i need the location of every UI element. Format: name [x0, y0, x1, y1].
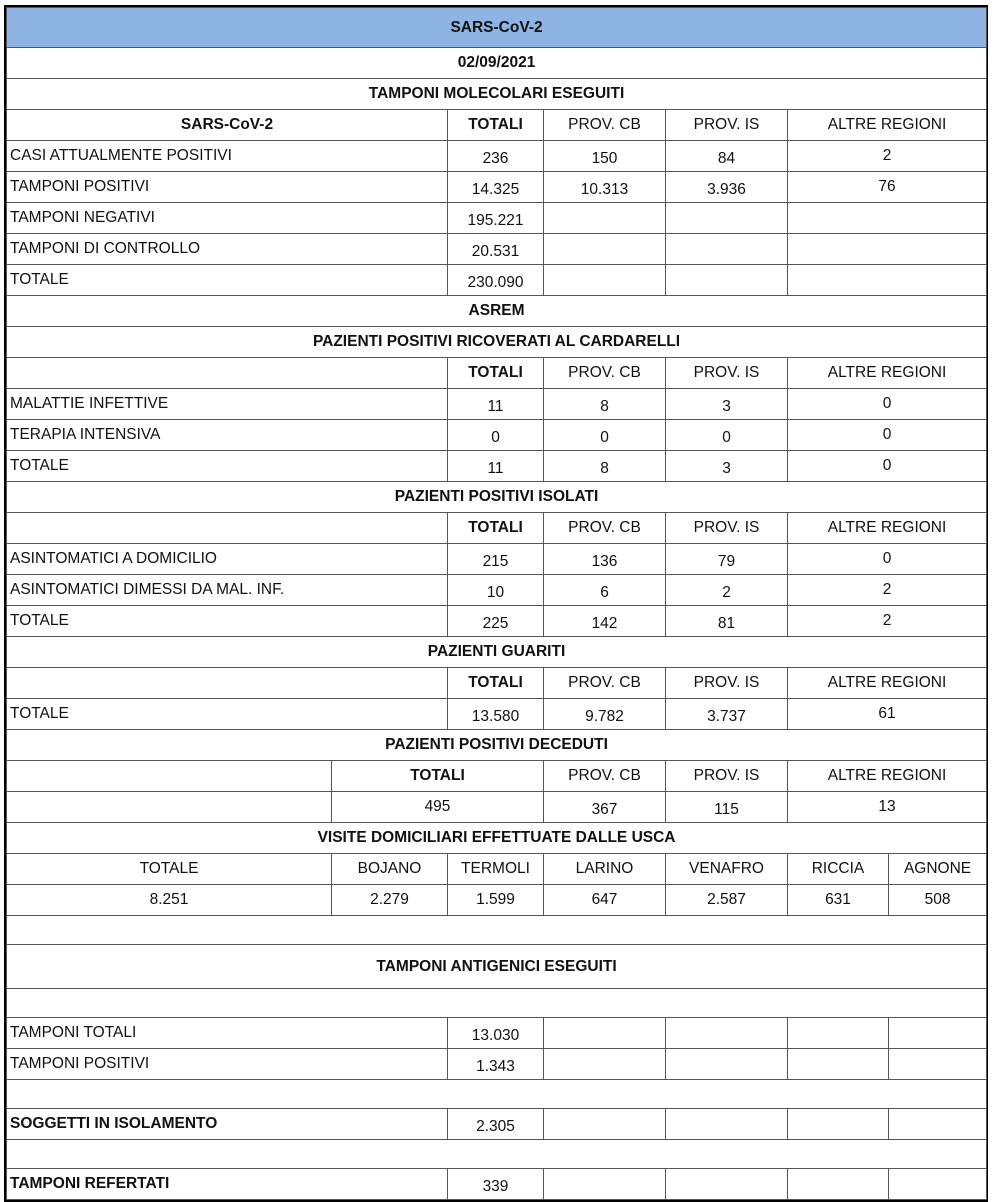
col-totali: TOTALI — [448, 358, 544, 389]
row-label-refertati: TAMPONI REFERTATI — [7, 1169, 448, 1200]
empty-cell — [666, 1018, 788, 1049]
cell-prov-cb: 8 — [544, 451, 666, 482]
usca-val-larino: 647 — [544, 885, 666, 916]
empty-cell — [889, 1049, 987, 1080]
covid-report-sheet — [4, 5, 988, 1202]
usca-col-larino: LARINO — [544, 854, 666, 885]
usca-val-agnone: 508 — [889, 885, 987, 916]
cell-prov-is: 115 — [666, 792, 788, 823]
col-prov-is: PROV. IS — [666, 668, 788, 699]
empty-cell — [666, 234, 788, 265]
column-header-row — [7, 110, 987, 141]
spacer-row — [7, 1080, 987, 1109]
table-row — [7, 606, 987, 637]
empty-cell — [544, 265, 666, 296]
empty-cell — [7, 792, 332, 823]
table-row — [7, 792, 987, 823]
table-row — [7, 389, 987, 420]
usca-col-agnone: AGNONE — [889, 854, 987, 885]
empty-cell — [666, 1109, 788, 1140]
section-title-deceduti: PAZIENTI POSITIVI DECEDUTI — [7, 730, 987, 761]
cell-prov-cb: 150 — [544, 141, 666, 172]
empty-cell — [788, 265, 987, 296]
cell-altre-regioni: 61 — [788, 699, 987, 730]
spacer-cell — [7, 916, 987, 945]
section-title-molecolari: TAMPONI MOLECOLARI ESEGUITI — [7, 79, 987, 110]
section-title-isolati: PAZIENTI POSITIVI ISOLATI — [7, 482, 987, 513]
cell-prov-is: 0 — [666, 420, 788, 451]
empty-cell — [788, 1049, 889, 1080]
cell-prov-is: 2 — [666, 575, 788, 606]
section-isolati — [7, 482, 987, 513]
cell-altre-regioni: 0 — [788, 544, 987, 575]
empty-cell — [666, 265, 788, 296]
cell-totali: 13.580 — [448, 699, 544, 730]
cell-prov-cb: 10.313 — [544, 172, 666, 203]
usca-col-bojano: BOJANO — [332, 854, 448, 885]
usca-col-riccia: RICCIA — [788, 854, 889, 885]
row-label: MALATTIE INFETTIVE — [7, 389, 448, 420]
cell-prov-is: 3 — [666, 451, 788, 482]
molecolari-label-header: SARS-CoV-2 — [7, 110, 448, 141]
row-label: TOTALE — [7, 699, 448, 730]
cell-totali: 215 — [448, 544, 544, 575]
cell-totali: 230.090 — [448, 265, 544, 296]
cell-altre-regioni: 2 — [788, 141, 987, 172]
row-label: TOTALE — [7, 265, 448, 296]
cell-totali: 195.221 — [448, 203, 544, 234]
empty-cell — [7, 358, 448, 389]
table-row — [7, 172, 987, 203]
table-row — [7, 141, 987, 172]
empty-cell — [666, 1169, 788, 1200]
section-ricoverati — [7, 327, 987, 358]
table-row — [7, 544, 987, 575]
usca-val-bojano: 2.279 — [332, 885, 448, 916]
cell-altre-regioni: 76 — [788, 172, 987, 203]
cell-totali: 0 — [448, 420, 544, 451]
row-label: TOTALE — [7, 451, 448, 482]
col-prov-is: PROV. IS — [666, 513, 788, 544]
cell-prov-cb: 0 — [544, 420, 666, 451]
table-row — [7, 234, 987, 265]
row-label: ASINTOMATICI DIMESSI DA MAL. INF. — [7, 575, 448, 606]
table-row — [7, 699, 987, 730]
row-label: CASI ATTUALMENTE POSITIVI — [7, 141, 448, 172]
empty-cell — [544, 1109, 666, 1140]
col-altre-regioni: ALTRE REGIONI — [788, 513, 987, 544]
cell-totali: 20.531 — [448, 234, 544, 265]
usca-values-row — [7, 885, 987, 916]
spacer-cell — [7, 1080, 987, 1109]
row-label: TAMPONI DI CONTROLLO — [7, 234, 448, 265]
column-header-row — [7, 513, 987, 544]
row-label: TOTALE — [7, 606, 448, 637]
cell-totali: 225 — [448, 606, 544, 637]
spacer-row — [7, 1140, 987, 1169]
table-row — [7, 451, 987, 482]
empty-cell — [7, 668, 448, 699]
col-prov-cb: PROV. CB — [544, 358, 666, 389]
cell-altre-regioni: 2 — [788, 606, 987, 637]
col-altre-regioni: ALTRE REGIONI — [788, 110, 987, 141]
table-row — [7, 420, 987, 451]
row-label: TAMPONI NEGATIVI — [7, 203, 448, 234]
col-totali: TOTALI — [448, 513, 544, 544]
col-prov-is: PROV. IS — [666, 358, 788, 389]
cell-value: 339 — [448, 1169, 544, 1200]
column-header-row — [7, 761, 987, 792]
cell-prov-is: 3.936 — [666, 172, 788, 203]
section-guariti — [7, 637, 987, 668]
col-totali: TOTALI — [448, 668, 544, 699]
col-totali: TOTALI — [448, 110, 544, 141]
row-label: TERAPIA INTENSIVA — [7, 420, 448, 451]
row-label: TAMPONI POSITIVI — [7, 1049, 448, 1080]
title-row — [7, 8, 987, 48]
col-prov-is: PROV. IS — [666, 761, 788, 792]
cell-totali: 11 — [448, 389, 544, 420]
usca-val-riccia: 631 — [788, 885, 889, 916]
sheet-title: SARS-CoV-2 — [7, 8, 987, 48]
cell-prov-is: 3 — [666, 389, 788, 420]
cell-prov-cb: 9.782 — [544, 699, 666, 730]
section-title-asrem: ASREM — [7, 296, 987, 327]
empty-cell — [7, 761, 332, 792]
section-molecolari — [7, 79, 987, 110]
col-prov-cb: PROV. CB — [544, 668, 666, 699]
column-header-row — [7, 358, 987, 389]
report-date: 02/09/2021 — [7, 48, 987, 79]
empty-cell — [544, 1169, 666, 1200]
row-label-isolamento: SOGGETTI IN ISOLAMENTO — [7, 1109, 448, 1140]
section-deceduti — [7, 730, 987, 761]
date-row — [7, 48, 987, 79]
cell-altre-regioni: 0 — [788, 451, 987, 482]
usca-header-row — [7, 854, 987, 885]
col-totali: TOTALI — [332, 761, 544, 792]
table-row — [7, 1109, 987, 1140]
table-row — [7, 1018, 987, 1049]
usca-val-termoli: 1.599 — [448, 885, 544, 916]
section-usca — [7, 823, 987, 854]
cell-prov-is: 84 — [666, 141, 788, 172]
cell-value: 13.030 — [448, 1018, 544, 1049]
row-label: TAMPONI TOTALI — [7, 1018, 448, 1049]
cell-prov-is: 79 — [666, 544, 788, 575]
empty-cell — [666, 1049, 788, 1080]
empty-cell — [788, 1018, 889, 1049]
table-row — [7, 575, 987, 606]
cell-totali: 236 — [448, 141, 544, 172]
empty-cell — [788, 203, 987, 234]
table-row — [7, 265, 987, 296]
empty-cell — [889, 1169, 987, 1200]
cell-prov-cb: 6 — [544, 575, 666, 606]
empty-cell — [788, 1109, 889, 1140]
col-altre-regioni: ALTRE REGIONI — [788, 761, 987, 792]
section-asrem — [7, 296, 987, 327]
spacer-cell — [7, 989, 987, 1018]
col-prov-cb: PROV. CB — [544, 513, 666, 544]
table-row — [7, 1169, 987, 1200]
row-label: TAMPONI POSITIVI — [7, 172, 448, 203]
cell-prov-cb: 142 — [544, 606, 666, 637]
usca-val-venafro: 2.587 — [666, 885, 788, 916]
cell-altre-regioni: 13 — [788, 792, 987, 823]
col-altre-regioni: ALTRE REGIONI — [788, 668, 987, 699]
usca-col-termoli: TERMOLI — [448, 854, 544, 885]
usca-col-venafro: VENAFRO — [666, 854, 788, 885]
spacer-cell — [7, 1140, 987, 1169]
spacer-row — [7, 916, 987, 945]
cell-prov-cb: 136 — [544, 544, 666, 575]
col-altre-regioni: ALTRE REGIONI — [788, 358, 987, 389]
empty-cell — [666, 203, 788, 234]
table-row — [7, 1049, 987, 1080]
empty-cell — [544, 1018, 666, 1049]
col-prov-cb: PROV. CB — [544, 110, 666, 141]
spacer-row — [7, 989, 987, 1018]
row-label: ASINTOMATICI A DOMICILIO — [7, 544, 448, 575]
cell-prov-cb: 8 — [544, 389, 666, 420]
usca-val-totale: 8.251 — [7, 885, 332, 916]
section-antigenici — [7, 945, 987, 989]
cell-totali: 14.325 — [448, 172, 544, 203]
empty-cell — [544, 1049, 666, 1080]
cell-altre-regioni: 0 — [788, 420, 987, 451]
empty-cell — [788, 1169, 889, 1200]
cell-totali: 495 — [332, 792, 544, 823]
col-prov-is: PROV. IS — [666, 110, 788, 141]
cell-value: 1.343 — [448, 1049, 544, 1080]
empty-cell — [7, 513, 448, 544]
col-prov-cb: PROV. CB — [544, 761, 666, 792]
section-title-ricoverati: PAZIENTI POSITIVI RICOVERATI AL CARDARELLI — [7, 327, 987, 358]
cell-totali: 11 — [448, 451, 544, 482]
cell-prov-is: 3.737 — [666, 699, 788, 730]
section-title-usca: VISITE DOMICILIARI EFFETTUATE DALLE USCA — [7, 823, 987, 854]
cell-altre-regioni: 2 — [788, 575, 987, 606]
section-title-guariti: PAZIENTI GUARITI — [7, 637, 987, 668]
cell-prov-is: 81 — [666, 606, 788, 637]
table-row — [7, 203, 987, 234]
cell-totali: 10 — [448, 575, 544, 606]
empty-cell — [544, 234, 666, 265]
empty-cell — [889, 1109, 987, 1140]
empty-cell — [544, 203, 666, 234]
cell-prov-cb: 367 — [544, 792, 666, 823]
cell-value: 2.305 — [448, 1109, 544, 1140]
cell-altre-regioni: 0 — [788, 389, 987, 420]
empty-cell — [788, 234, 987, 265]
report-table — [6, 7, 987, 1200]
section-title-antigenici: TAMPONI ANTIGENICI ESEGUITI — [7, 945, 987, 989]
column-header-row — [7, 668, 987, 699]
usca-col-totale: TOTALE — [7, 854, 332, 885]
empty-cell — [889, 1018, 987, 1049]
